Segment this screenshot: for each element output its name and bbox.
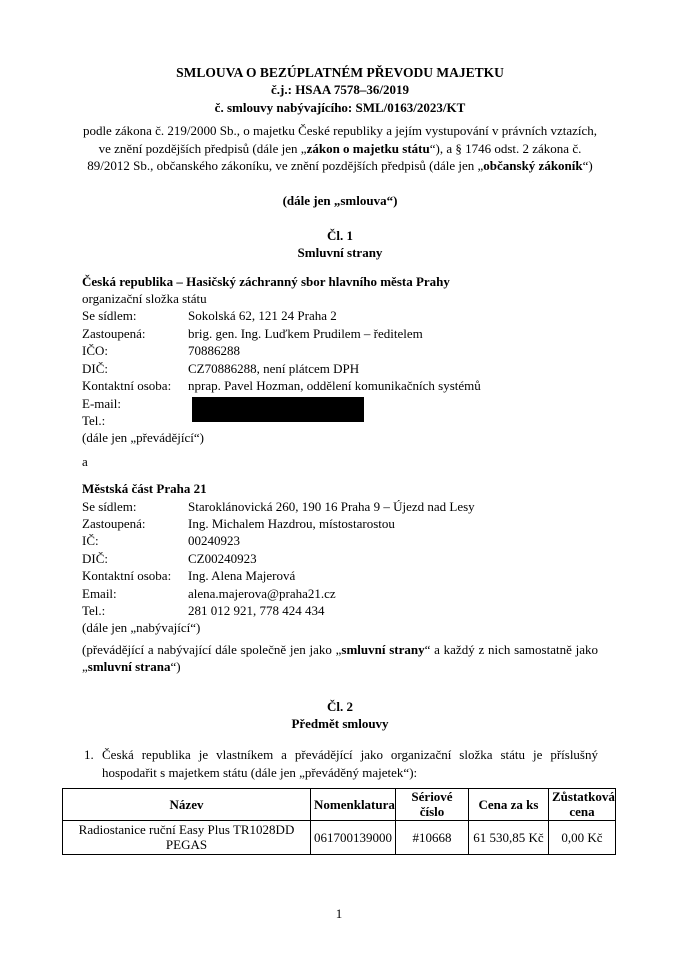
detail-row-contact <box>82 567 598 584</box>
joint-note-text: (převádějící a nabývající dále společně jen jako „ <box>82 641 342 657</box>
detail-value: brig. gen. Ing. Luďkem Prudilem – ředitelem <box>188 325 423 341</box>
item-text: Česká republika je vlastníkem a převádějící jako organizační složka státu je příslušný hospodařit s majetkem státu (dále jen „převáděný majetek“): <box>102 747 598 780</box>
detail-row-represented <box>82 325 598 342</box>
detail-value: Ing. Alena Majerová <box>188 568 296 584</box>
detail-label: Se sídlem: <box>82 308 137 324</box>
preamble-defined-term-code: občanský zákoník <box>483 158 583 174</box>
party1-details <box>82 307 598 429</box>
detail-label: Email: <box>82 585 117 601</box>
party1-subname: organizační složka státu <box>82 291 207 307</box>
detail-value-redacted <box>188 412 598 429</box>
party2-block <box>82 480 598 637</box>
detail-label: DIČ: <box>82 360 108 376</box>
column-header-unit-price: Cena za ks <box>469 789 549 821</box>
column-header-name: Název <box>63 789 311 821</box>
article2-number: Čl. 2 <box>327 698 353 714</box>
joint-parties-note <box>82 641 598 676</box>
detail-label: Kontaktní osoba: <box>82 568 172 584</box>
detail-value: 00240923 <box>188 533 240 549</box>
detail-row-dic <box>82 360 598 377</box>
detail-label: IČ: <box>82 533 99 549</box>
detail-label: Tel.: <box>82 602 106 618</box>
cell-residual-price: 0,00 Kč <box>549 821 616 855</box>
detail-value: alena.majerova@praha21.cz <box>188 585 336 601</box>
detail-label: Zastoupená: <box>82 515 146 531</box>
joint-note-text: “ a každý z nich samostatně jako „ <box>82 641 598 675</box>
party2-alias: (dále jen „nabývající“) <box>82 620 201 636</box>
detail-row-seat <box>82 498 598 515</box>
detail-row-ico <box>82 342 598 359</box>
article2-item1 <box>82 746 598 781</box>
preamble-text: “), a § 1746 odst. 2 zákona č. 89/2012 Sb., občanského zákoníku, ve znění pozdějších předpisů (dále jen „ <box>87 140 582 174</box>
preamble-paragraph <box>82 122 598 174</box>
article2-title: Předmět smlouvy <box>291 716 389 731</box>
detail-label: DIČ: <box>82 550 108 566</box>
item-number: 1. <box>84 747 94 763</box>
preamble-text: podle zákona č. 219/2000 Sb., o majetku České republiky a jejím vystupování v právních vztazích, ve znění pozdějších předpisů (dále jen „ <box>82 123 598 156</box>
detail-label: E-mail: <box>82 395 121 411</box>
detail-label: Kontaktní osoba: <box>82 378 172 394</box>
column-header-residual-price: Zůstatková cena <box>549 789 616 821</box>
detail-row-contact <box>82 377 598 394</box>
table-header-row <box>63 789 616 821</box>
detail-row-tel <box>82 412 598 429</box>
column-header-serial: Sériové číslo <box>396 789 469 821</box>
header-block <box>82 64 598 210</box>
detail-row-ic <box>82 532 598 549</box>
detail-value: 70886288 <box>188 343 240 359</box>
preamble-text: “) <box>582 158 593 174</box>
detail-row-tel <box>82 602 598 619</box>
acquirer-contract-number: č. smlouvy nabývajícího: SML/0163/2023/KT <box>214 99 466 115</box>
contract-alias: (dále jen „smlouva“) <box>282 193 398 209</box>
party1-name: Česká republika – Hasičský záchranný sbor hlavního města Prahy <box>82 273 450 289</box>
article1-number: Čl. 1 <box>327 227 353 243</box>
cell-unit-price: 61 530,85 Kč <box>469 821 549 855</box>
document-title: SMLOUVA O BEZÚPLATNÉM PŘEVODU MAJETKU <box>176 65 504 80</box>
detail-value: 281 012 921, 778 424 434 <box>188 602 325 618</box>
detail-row-seat <box>82 307 598 324</box>
table-row <box>63 821 616 855</box>
detail-value: nprap. Pavel Hozman, oddělení komunikačních systémů <box>188 378 481 394</box>
party2-details <box>82 498 598 620</box>
party1-alias: (dále jen „převádějící“) <box>82 430 204 446</box>
party2-name: Městská část Praha 21 <box>82 481 207 497</box>
detail-value: Staroklánovická 260, 190 16 Praha 9 – Újezd nad Lesy <box>188 498 475 514</box>
page-number: 1 <box>335 906 343 921</box>
preamble-defined-term-law: zákon o majetku státu <box>306 140 430 156</box>
detail-value: Ing. Michalem Hazdrou, místostarostou <box>188 515 395 531</box>
article1-heading <box>82 227 598 262</box>
column-header-nomenclature: Nomenklatura <box>311 789 396 821</box>
detail-row-represented <box>82 515 598 532</box>
detail-value: CZ00240923 <box>188 550 257 566</box>
party1-block <box>82 273 598 447</box>
detail-row-email <box>82 395 598 412</box>
detail-row-dic <box>82 550 598 567</box>
detail-value-redacted <box>188 395 598 412</box>
joint-note-term-parties: smluvní strany <box>341 641 425 657</box>
article2-heading <box>82 698 598 733</box>
detail-value: Sokolská 62, 121 24 Praha 2 <box>188 308 337 324</box>
article1-title: Smluvní strany <box>297 245 383 261</box>
parties-connector: a <box>82 453 88 469</box>
cell-serial: #10668 <box>396 821 469 855</box>
detail-row-email <box>82 585 598 602</box>
detail-label: Se sídlem: <box>82 498 137 514</box>
detail-label: IČO: <box>82 343 108 359</box>
detail-label: Zastoupená: <box>82 325 146 341</box>
joint-note-term-party: smluvní strana <box>87 659 171 675</box>
detail-label: Tel.: <box>82 412 106 428</box>
cell-nomenclature: 061700139000 <box>311 821 396 855</box>
reference-number: č.j.: HSAA 7578–36/2019 <box>271 82 409 98</box>
transferred-assets-table <box>62 788 616 855</box>
cell-name: Radiostanice ruční Easy Plus TR1028DD PEGAS <box>63 821 311 855</box>
detail-value: CZ70886288, není plátcem DPH <box>188 360 360 376</box>
joint-note-text: “) <box>170 659 181 675</box>
